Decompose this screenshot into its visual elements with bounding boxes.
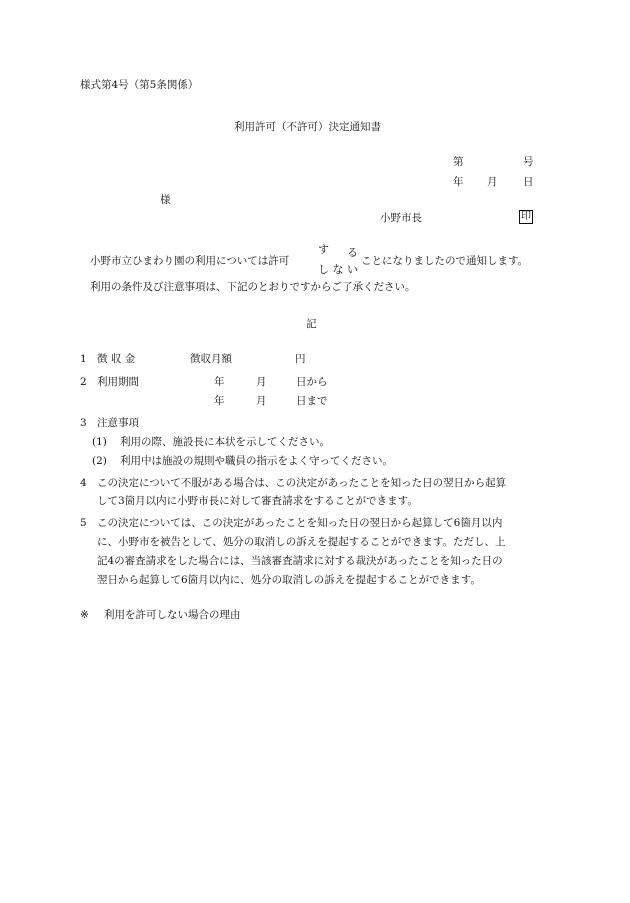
body-suru-top: す [318, 243, 329, 256]
seal-mark: 印 [521, 211, 531, 222]
issuer-name: 小野市長 [380, 212, 422, 224]
body-suru-bottom: る [347, 246, 358, 259]
item3-sub2-number: (2) [92, 455, 107, 467]
item2-year: 年 [214, 376, 225, 388]
date-day: 日 [523, 176, 534, 188]
item3-sub1-number: (1) [92, 436, 107, 448]
item2-month2: 月 [256, 395, 267, 407]
note-text: 利用を許可しない場合の理由 [104, 609, 241, 621]
addressee-sama: 様 [160, 194, 171, 206]
number-suffix: 号 [523, 156, 534, 168]
date-month: 月 [487, 176, 498, 188]
item3-label: 注意事項 [97, 417, 139, 429]
body-line1-post: ことになりましたので通知します。 [361, 255, 529, 267]
item3-sub2-text: 利用中は施設の規則や職員の指示をよく守ってください。 [120, 455, 393, 467]
item2-year2: 年 [214, 395, 225, 407]
item2-to: 日まで [296, 395, 328, 407]
ki-heading: 記 [306, 318, 317, 330]
item1-label: 徴 収 金 [97, 353, 136, 365]
item5-line1: この決定については、この決定があったことを知った日の翌日から起算して6箇月以内 [97, 517, 503, 529]
date-year: 年 [453, 176, 464, 188]
form-number: 様式第4号（第5条関係） [80, 79, 199, 91]
item4-line1: この決定について不服がある場合は、この決定があったことを知った日の翌日から起算 [97, 477, 507, 489]
item5-number: 5 [80, 517, 87, 529]
item2-from: 日から [296, 376, 328, 388]
item2-label: 利用期間 [97, 376, 139, 388]
body-line1-pre: 小野市立ひまわり園の利用については許可 [90, 255, 290, 267]
item2-month: 月 [256, 376, 267, 388]
item1-unit: 円 [295, 353, 306, 365]
item3-number: 3 [80, 417, 87, 429]
body-shinai: し な い [318, 263, 358, 276]
item5-line2: に、小野市を被告として、処分の取消しの訴えを提起することができます。ただし、上 [97, 536, 506, 548]
body-line2: 利用の条件及び注意事項は、下記のとおりですからご了承ください。 [90, 281, 416, 293]
note-mark: ※ [80, 609, 89, 621]
item1-amount-label: 徴収月額 [190, 353, 232, 365]
number-prefix: 第 [453, 156, 464, 168]
item4-number: 4 [80, 477, 87, 489]
item5-line4: 翌日から起算して6箇月以内に、処分の取消しの訴えを提起することができます。 [97, 574, 481, 586]
item3-sub1-text: 利用の際、施設長に本状を示してください。 [120, 436, 330, 448]
item2-number: 2 [80, 376, 87, 388]
item5-line3: 記4の審査請求をした場合には、当該審査請求に対する裁決があったことを知った日の [97, 555, 503, 567]
document-title: 利用許可（不許可）決定通知書 [234, 121, 381, 133]
item1-number: 1 [80, 353, 87, 365]
item4-line2: して3箇月以内に小野市長に対して審査請求をすることができます。 [97, 495, 418, 507]
